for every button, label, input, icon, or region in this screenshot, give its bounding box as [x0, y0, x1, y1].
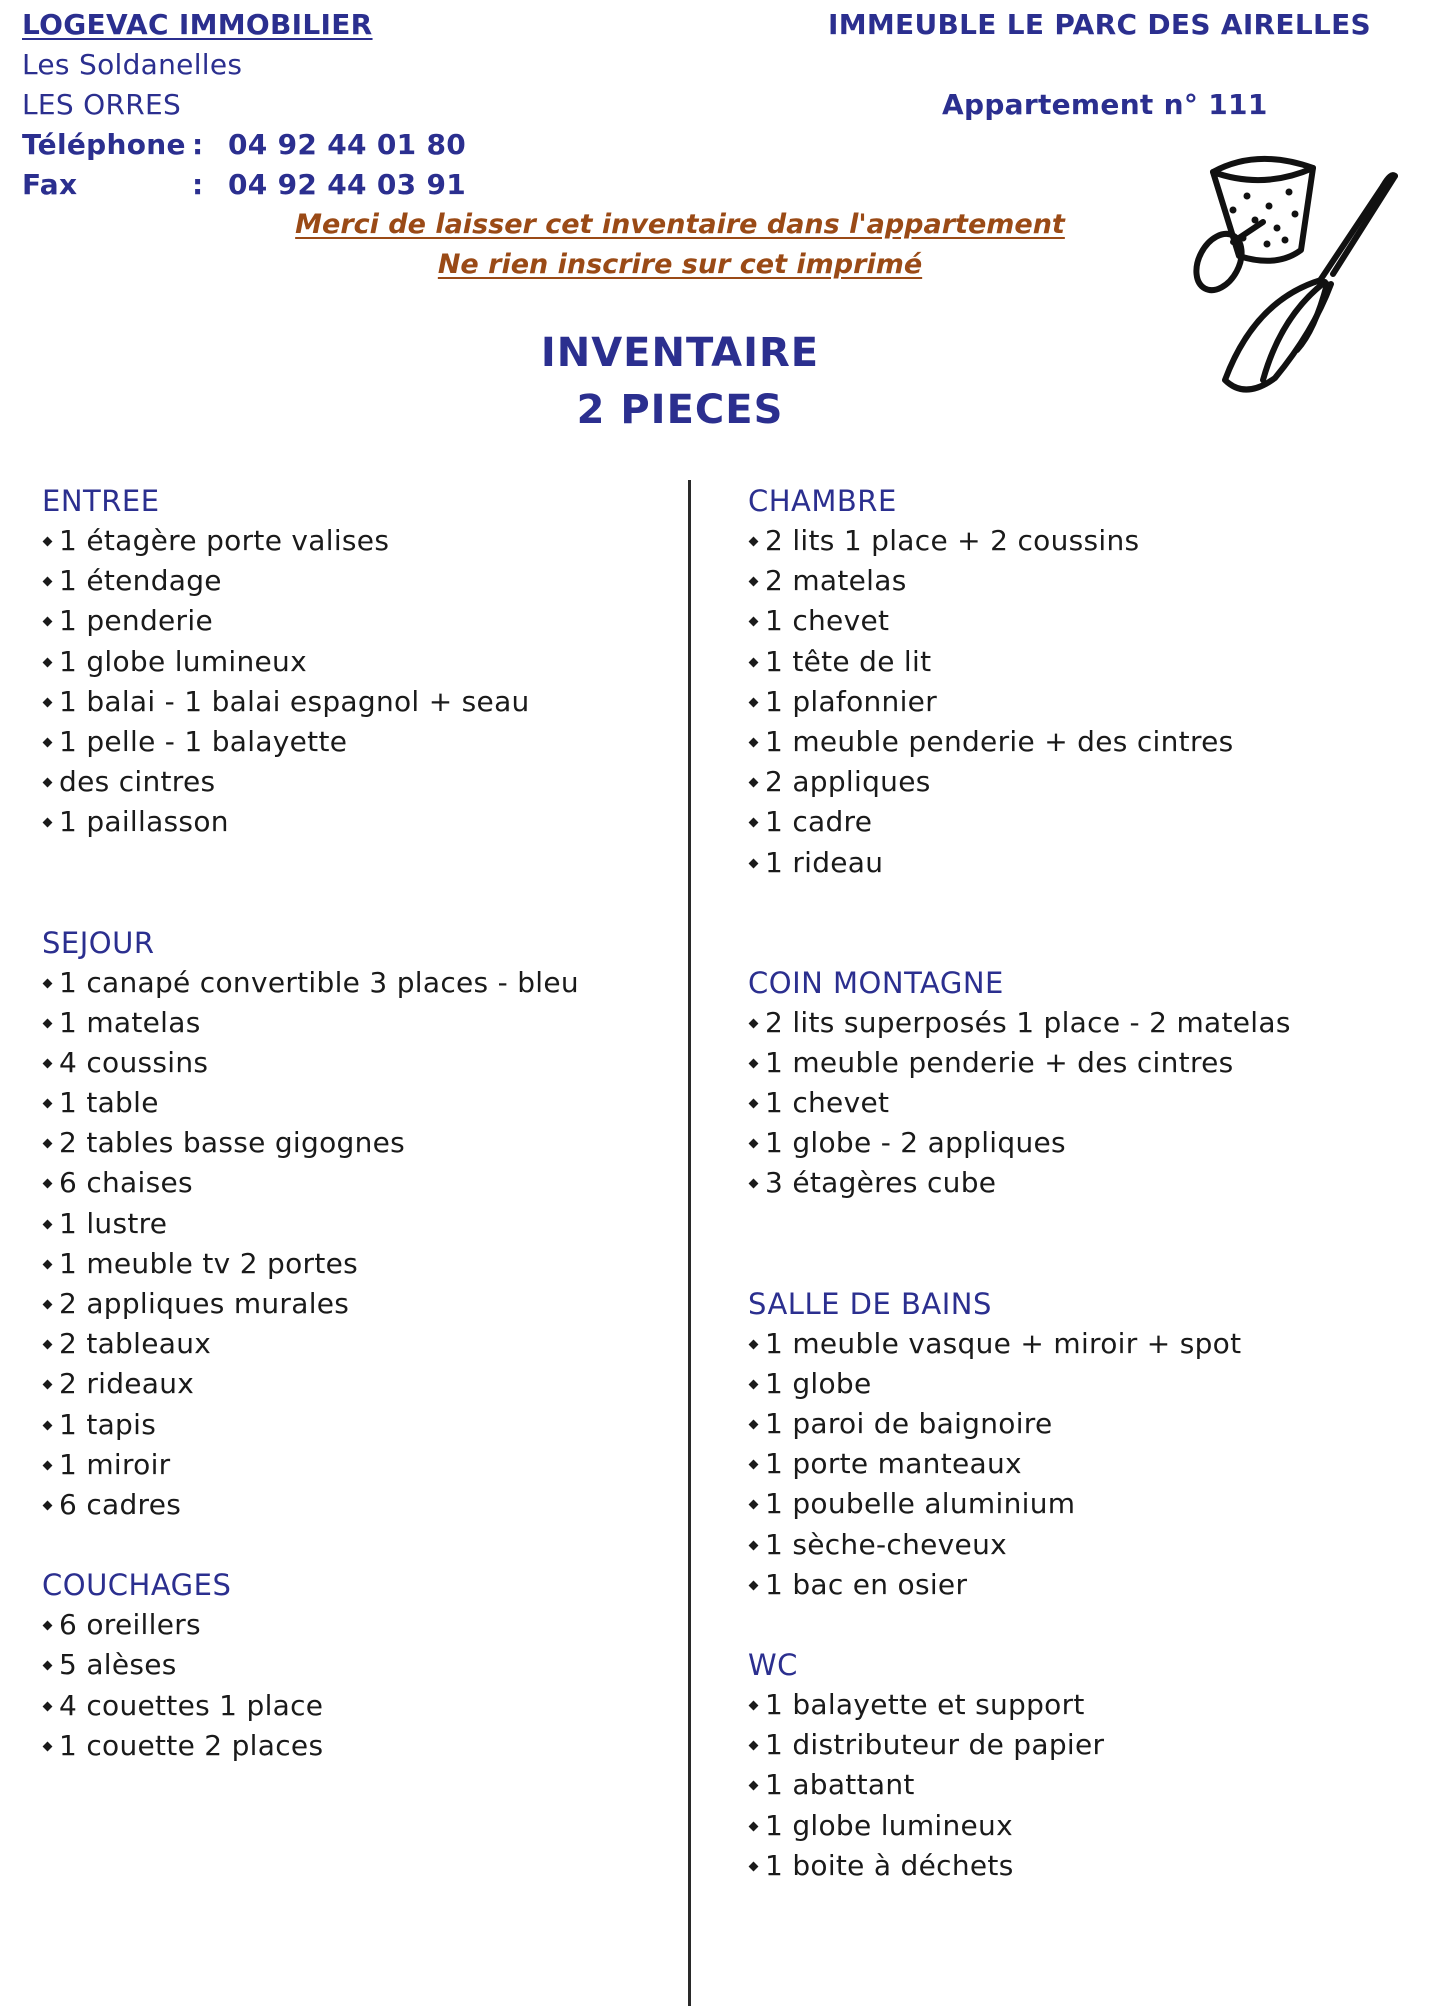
column-divider: [688, 480, 691, 2006]
list-item: 1 miroir: [42, 1445, 672, 1485]
list-item: 2 appliques: [748, 762, 1428, 802]
list-item: 2 rideaux: [42, 1364, 672, 1404]
list-item: 4 coussins: [42, 1043, 672, 1083]
notice-do-not-write: Ne rien inscrire sur cet imprimé: [437, 249, 923, 280]
list-item: 1 pelle - 1 balayette: [42, 722, 672, 762]
list-item: 2 lits 1 place + 2 coussins: [748, 521, 1428, 561]
list-item: 1 porte manteaux: [748, 1444, 1428, 1484]
section-title: COUCHAGES: [42, 1568, 232, 1603]
list-item: 1 balayette et support: [748, 1685, 1428, 1725]
list-item: 6 oreillers: [42, 1605, 672, 1645]
list-item: 2 tables basse gigognes: [42, 1123, 672, 1163]
section-wc: [748, 1645, 1428, 1886]
list-item: 1 sèche-cheveux: [748, 1525, 1428, 1565]
list-item: 2 matelas: [748, 561, 1428, 601]
list-item: 1 canapé convertible 3 places - bleu: [42, 963, 672, 1003]
list-item: 1 chevet: [748, 601, 1428, 641]
right-column: [748, 481, 1428, 1886]
list-item: 1 étagère porte valises: [42, 521, 672, 561]
list-item: des cintres: [42, 762, 672, 802]
page-subtitle: 2 PIECES: [576, 387, 784, 433]
list-item: 1 abattant: [748, 1765, 1428, 1805]
list-item: 1 matelas: [42, 1003, 672, 1043]
list-item: 2 tableaux: [42, 1324, 672, 1364]
list-item: 1 globe lumineux: [42, 642, 672, 682]
list-item: 2 appliques murales: [42, 1284, 672, 1324]
apartment-number: Appartement n° 111: [942, 88, 1268, 121]
list-item: 1 plafonnier: [748, 682, 1428, 722]
notice-leave-inventory: Merci de laisser cet inventaire dans l'appartement: [295, 209, 1065, 240]
list-item: 6 cadres: [42, 1485, 672, 1525]
list-item: 1 paillasson: [42, 802, 672, 842]
list-item: 1 balai - 1 balai espagnol + seau: [42, 682, 672, 722]
list-item: 1 boite à déchets: [748, 1846, 1428, 1886]
page-title: INVENTAIRE: [540, 330, 820, 376]
list-item: 1 étendage: [42, 561, 672, 601]
fax-separator: :: [192, 168, 204, 201]
left-column: [42, 481, 672, 1766]
section-title: SALLE DE BAINS: [748, 1286, 992, 1321]
agency-address-line2: LES ORRES: [22, 88, 182, 121]
agency-name: LOGEVAC IMMOBILIER: [22, 8, 373, 41]
list-item: 5 alèses: [42, 1645, 672, 1685]
list-item: 6 chaises: [42, 1163, 672, 1203]
section-title: WC: [748, 1647, 798, 1682]
list-item: 1 meuble vasque + miroir + spot: [748, 1324, 1428, 1364]
list-item: 1 globe - 2 appliques: [748, 1123, 1428, 1163]
fax-number: 04 92 44 03 91: [228, 168, 467, 201]
section-title: ENTREE: [42, 484, 160, 518]
list-item: 3 étagères cube: [748, 1163, 1428, 1203]
section-salle-de-bains: [748, 1284, 1428, 1605]
list-item: 1 globe: [748, 1364, 1428, 1404]
section-chambre: [748, 481, 1428, 883]
list-item: 1 paroi de baignoire: [748, 1404, 1428, 1444]
agency-phone-row: [22, 128, 466, 161]
list-item: 1 bac en osier: [748, 1565, 1428, 1605]
list-item: 1 couette 2 places: [42, 1726, 672, 1766]
list-item: 1 meuble penderie + des cintres: [748, 722, 1428, 762]
section-entree: [42, 481, 672, 843]
list-item: 1 penderie: [42, 601, 672, 641]
list-item: 1 meuble tv 2 portes: [42, 1244, 672, 1284]
list-item: 1 globe lumineux: [748, 1806, 1428, 1846]
phone-number: 04 92 44 01 80: [228, 128, 467, 161]
section-couchages: [42, 1565, 672, 1766]
building-name: IMMEUBLE LE PARC DES AIRELLES: [828, 8, 1371, 41]
list-item: 1 tête de lit: [748, 642, 1428, 682]
list-item: 1 tapis: [42, 1405, 672, 1445]
fax-label: Fax: [22, 168, 78, 201]
agency-fax-row: [22, 168, 466, 201]
list-item: 1 distributeur de papier: [748, 1725, 1428, 1765]
list-item: 1 poubelle aluminium: [748, 1484, 1428, 1524]
list-item: 1 lustre: [42, 1204, 672, 1244]
section-title: CHAMBRE: [748, 484, 897, 518]
list-item: 1 table: [42, 1083, 672, 1123]
list-item: 1 chevet: [748, 1083, 1428, 1123]
section-coin-montagne: [748, 963, 1428, 1204]
list-item: 4 couettes 1 place: [42, 1686, 672, 1726]
list-item: 1 rideau: [748, 843, 1428, 883]
list-item: 2 lits superposés 1 place - 2 matelas: [748, 1003, 1428, 1043]
list-item: 1 cadre: [748, 802, 1428, 842]
section-title: COIN MONTAGNE: [748, 965, 1004, 1000]
section-title: SEJOUR: [42, 925, 155, 960]
section-sejour: [42, 923, 672, 1526]
phone-separator: :: [192, 128, 204, 161]
phone-label: Téléphone: [22, 128, 186, 161]
agency-address-line1: Les Soldanelles: [22, 48, 243, 81]
list-item: 1 meuble penderie + des cintres: [748, 1043, 1428, 1083]
